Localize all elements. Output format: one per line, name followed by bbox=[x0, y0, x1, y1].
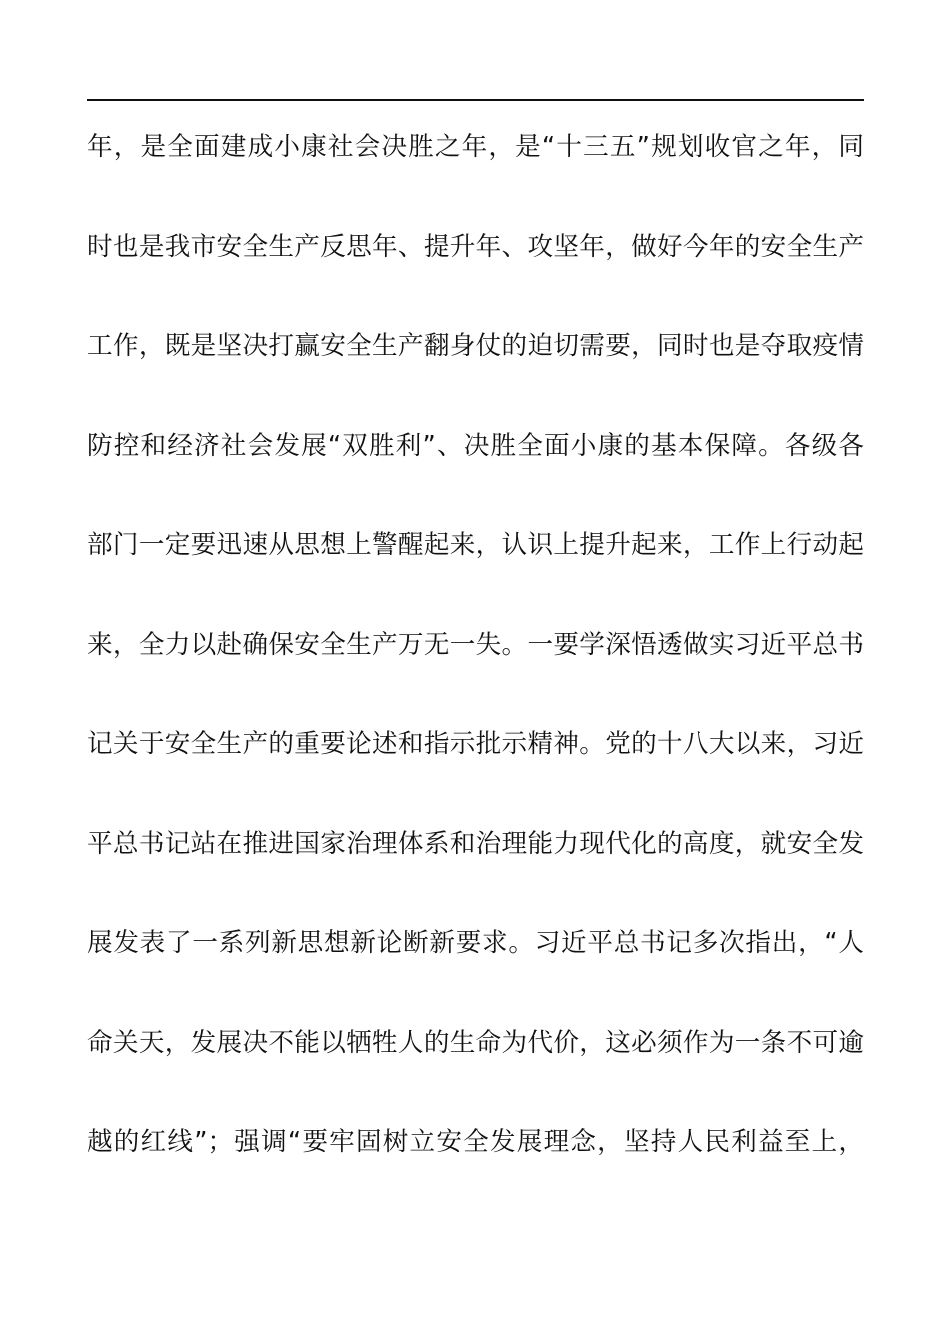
text-line: 越的红线”；强调“要牢固树立安全发展理念，坚持人民利益至上， bbox=[87, 1127, 864, 1157]
text-line: 部门一定要迅速从思想上警醒起来，认识上提升起来，工作上行动起 bbox=[87, 530, 864, 560]
text-line: 时也是我市安全生产反思年、提升年、攻坚年，做好今年的安全生产 bbox=[87, 231, 864, 262]
text-line: 展发表了一系列新思想新论断新要求。习近平总书记多次指出，“人 bbox=[87, 928, 864, 958]
text-line: 命关天，发展决不能以牺牲人的生命为代价，这必须作为一条不可逾 bbox=[87, 1027, 864, 1058]
text-line: 工作，既是坚决打赢安全生产翻身仗的迫切需要，同时也是夺取疫情 bbox=[87, 331, 864, 361]
header-rule bbox=[87, 99, 864, 101]
text-line: 记关于安全生产的重要论述和指示批示精神。党的十八大以来，习近 bbox=[87, 729, 864, 759]
text-line: 防控和经济社会发展“双胜利”、决胜全面小康的基本保障。各级各 bbox=[87, 430, 864, 461]
text-line: 年，是全面建成小康社会决胜之年，是“十三五”规划收官之年，同 bbox=[87, 132, 864, 162]
text-line: 来，全力以赴确保安全生产万无一失。一要学深悟透做实习近平总书 bbox=[87, 629, 864, 660]
text-line: 平总书记站在推进国家治理体系和治理能力现代化的高度，就安全发 bbox=[87, 828, 864, 859]
body-paragraph bbox=[87, 125, 864, 1220]
